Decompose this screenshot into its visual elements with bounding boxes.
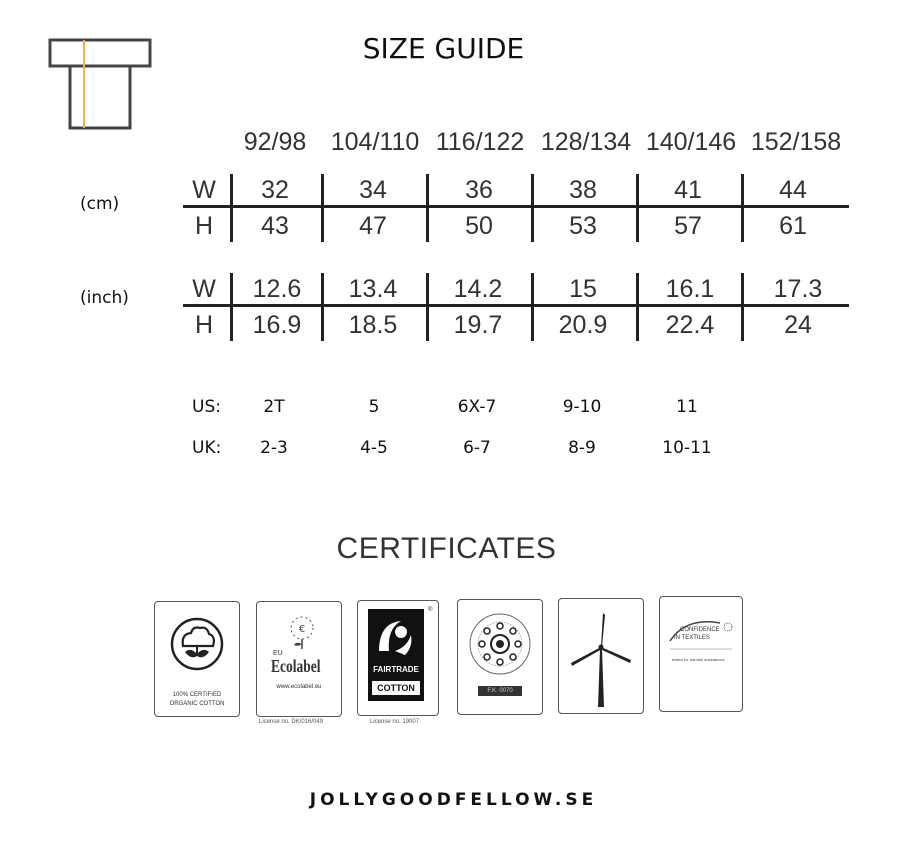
table-cell: 50 xyxy=(465,212,493,240)
table-cell: 61 xyxy=(779,212,807,240)
ecolabel-eu: EU xyxy=(273,650,283,657)
size-header: 104/110 xyxy=(330,128,420,156)
uk-size: 10-11 xyxy=(662,438,712,458)
organic-cotton-line2: ORGANIC COTTON xyxy=(169,701,225,707)
table-cell: 16.9 xyxy=(252,311,302,339)
table-cell: 14.2 xyxy=(453,275,503,303)
cotton-flower-icon xyxy=(169,616,225,672)
unit-label-cm: (cm) xyxy=(80,194,120,214)
us-size: 2T xyxy=(263,397,285,417)
footer-site: JOLLYGOODFELLOW.SE xyxy=(309,790,598,810)
registered-mark: ® xyxy=(428,607,433,613)
us-size: 5 xyxy=(368,397,380,417)
size-header: 140/146 xyxy=(645,128,737,156)
table-cell: 41 xyxy=(674,176,702,204)
size-header: 92/98 xyxy=(243,128,307,156)
ecolabel-license: License no. DK/016/049 xyxy=(259,719,324,725)
size-header: 128/134 xyxy=(540,128,632,156)
table-cell: 53 xyxy=(569,212,597,240)
table-cell: 17.3 xyxy=(773,275,823,303)
table-cell: 57 xyxy=(674,212,702,240)
uk-size: 4-5 xyxy=(360,438,388,458)
eu-flower-icon xyxy=(285,614,319,650)
table-cell: 24 xyxy=(784,311,812,339)
unit-label-inch: (inch) xyxy=(80,288,129,308)
table-cell: 15 xyxy=(569,275,597,303)
size-header: 116/122 xyxy=(435,128,525,156)
organic-cotton-badge xyxy=(154,601,240,717)
certification-seal-badge xyxy=(457,599,543,715)
wind-energy-badge xyxy=(558,598,644,714)
fairtrade-mark-icon xyxy=(371,613,421,659)
table-cell: 47 xyxy=(359,212,387,240)
table-cell: 34 xyxy=(359,176,387,204)
table-cell: 22.4 xyxy=(665,311,715,339)
row-label-height: H xyxy=(194,311,214,339)
ecolabel-url: www.ecolabel.eu xyxy=(276,684,322,690)
organic-cotton-line1: 100% CERTIFIED xyxy=(172,692,222,698)
uk-size: 2-3 xyxy=(260,438,288,458)
row-label-height: H xyxy=(194,212,214,240)
fairtrade-name: FAIRTRADE xyxy=(373,665,419,674)
table-cell: 36 xyxy=(465,176,493,204)
wind-turbine-icon xyxy=(565,605,637,709)
eu-ecolabel-badge xyxy=(256,601,342,717)
uk-size: 8-9 xyxy=(568,438,596,458)
uk-size: 6-7 xyxy=(463,438,491,458)
fairtrade-product: COTTON xyxy=(372,681,420,695)
table-cell: 38 xyxy=(569,176,597,204)
us-size: 9-10 xyxy=(562,397,602,417)
fairtrade-badge xyxy=(357,600,439,716)
table-divider xyxy=(183,304,849,307)
table-cell: 19.7 xyxy=(453,311,503,339)
table-cell: 32 xyxy=(261,176,289,204)
table-cell: 43 xyxy=(261,212,289,240)
svg-text:€: € xyxy=(298,624,306,635)
certificates-title: CERTIFICATES xyxy=(336,532,557,565)
uk-label: UK: xyxy=(192,438,222,458)
size-header: 152/158 xyxy=(750,128,842,156)
fairtrade-license: License no. 19007 xyxy=(370,719,420,725)
row-label-width: W xyxy=(192,176,216,204)
table-cell: 18.5 xyxy=(348,311,398,339)
table-cell: 20.9 xyxy=(558,311,608,339)
oeko-line2: IN TEXTILES xyxy=(674,635,710,641)
oeko-tex-icon xyxy=(666,613,736,653)
table-cell: 16.1 xyxy=(665,275,715,303)
table-divider xyxy=(183,205,849,208)
table-cell: 44 xyxy=(779,176,807,204)
us-size: 11 xyxy=(676,397,698,417)
oeko-line3: tested for harmful substances xyxy=(672,657,725,662)
ecolabel-name: Ecolabel xyxy=(271,656,321,676)
column-divider xyxy=(636,273,639,341)
oeko-tex-badge xyxy=(659,596,743,712)
page-title: SIZE GUIDE xyxy=(362,32,525,65)
us-label: US: xyxy=(192,397,221,417)
seal-code: F.K. 0070 xyxy=(478,686,522,696)
oeko-line1: CONFIDENCE xyxy=(680,627,720,633)
row-label-width: W xyxy=(192,275,216,303)
table-cell: 13.4 xyxy=(348,275,398,303)
table-cell: 12.6 xyxy=(252,275,302,303)
certification-seal-icon xyxy=(466,610,534,678)
us-size: 6X-7 xyxy=(457,397,497,417)
column-divider xyxy=(741,273,744,341)
